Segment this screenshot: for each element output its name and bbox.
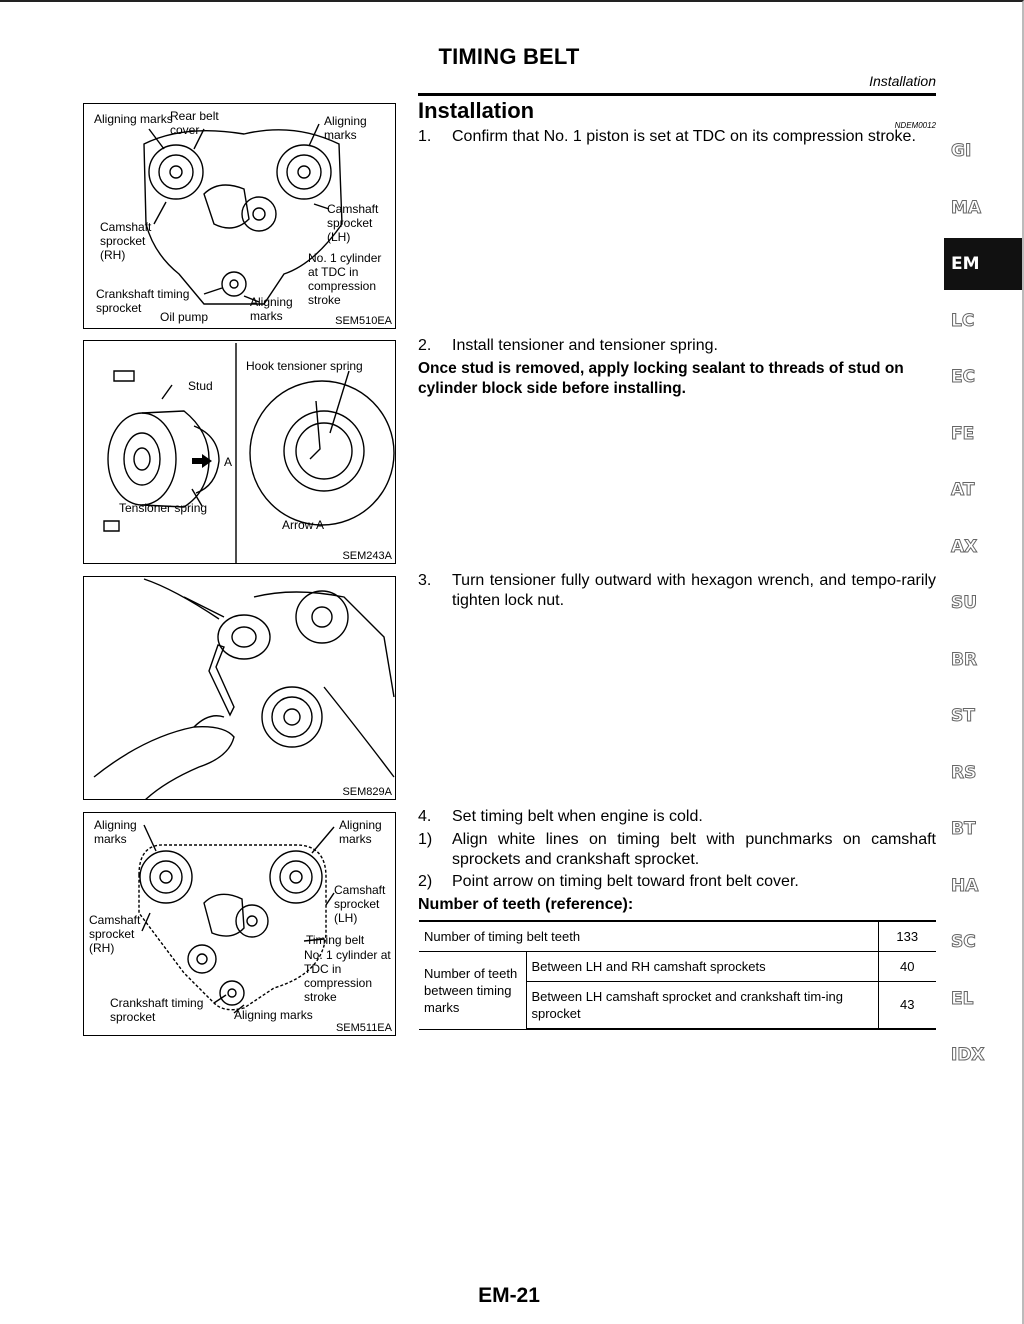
hexagon-wrench-diagram bbox=[84, 577, 396, 800]
table-cell: 40 bbox=[878, 951, 936, 981]
tab-ha[interactable]: HA bbox=[951, 876, 979, 896]
figure-id: SEM511EA bbox=[335, 1022, 392, 1034]
fig4-label-no1-cylinder: No. 1 cylinder at TDC in compression stroke bbox=[304, 948, 391, 1004]
table-cell: Number of teeth between timing marks bbox=[419, 951, 526, 1029]
tab-fe[interactable]: FE bbox=[951, 424, 975, 444]
fig4-label-camshaft-sprocket-lh: Camshaft sprocket (LH) bbox=[334, 883, 386, 925]
step-text: Turn tensioner fully outward with hexagon wrench, and tempo-rarily tighten lock nut. bbox=[452, 572, 936, 609]
fig1-label-aligning-marks-right: Aligning marks bbox=[324, 114, 367, 142]
step-2 bbox=[418, 336, 936, 356]
figure-sem829a bbox=[83, 576, 396, 800]
fig2-label-hook-tensioner-spring: Hook tensioner spring bbox=[246, 359, 363, 373]
tab-bt[interactable]: BT bbox=[951, 819, 976, 839]
step-4 bbox=[418, 807, 936, 827]
figure-sem243a bbox=[83, 340, 396, 564]
figure-id: SEM243A bbox=[342, 550, 392, 562]
tab-el[interactable]: EL bbox=[951, 989, 974, 1009]
step-number: 1. bbox=[418, 128, 432, 145]
tab-sc[interactable]: SC bbox=[951, 932, 976, 952]
step-text: Confirm that No. 1 piston is set at TDC on its compression stroke. bbox=[452, 128, 916, 145]
fig1-label-oil-pump: Oil pump bbox=[160, 310, 209, 324]
installation-heading: Installation bbox=[418, 98, 535, 123]
step-1 bbox=[418, 127, 936, 147]
step-4-1 bbox=[418, 830, 936, 870]
step-text: Set timing belt when engine is cold. bbox=[452, 808, 703, 825]
step-number: 2) bbox=[418, 873, 433, 890]
step-number: 3. bbox=[418, 572, 432, 589]
table-cell: Between LH and RH camshaft sprockets bbox=[526, 951, 878, 981]
tab-ec[interactable]: EC bbox=[951, 367, 976, 387]
fig1-label-camshaft-sprocket-rh: Camshaft sprocket (RH) bbox=[100, 220, 152, 262]
step-text: Align white lines on timing belt with punchmarks on camshaft sprockets and crankshaft sprocket. bbox=[452, 831, 936, 868]
tab-ax[interactable]: AX bbox=[951, 537, 978, 557]
teeth-table-heading: Number of teeth (reference): bbox=[418, 896, 634, 913]
table-cell: 43 bbox=[878, 981, 936, 1029]
table-cell: 133 bbox=[878, 921, 936, 951]
tab-at[interactable]: AT bbox=[951, 480, 975, 500]
fig4-label-crankshaft-timing-sprocket: Crankshaft timing sprocket bbox=[110, 996, 204, 1024]
fig4-label-timing-belt: Timing belt bbox=[306, 933, 365, 947]
fig1-label-aligning-marks-left: Aligning marks bbox=[94, 112, 173, 126]
step-text: Install tensioner and tensioner spring. bbox=[452, 337, 718, 354]
table-cell: Between LH camshaft sprocket and crankshaft tim-ing sprocket bbox=[526, 981, 878, 1029]
tab-idx[interactable]: IDX bbox=[951, 1045, 985, 1065]
tensioner-diagram bbox=[84, 341, 396, 564]
tab-su[interactable]: SU bbox=[951, 593, 978, 613]
step-number: 1) bbox=[418, 831, 433, 848]
fig1-label-camshaft-sprocket-lh: Camshaft sprocket (LH) bbox=[327, 202, 379, 244]
fig4-label-aligning-marks-bottom: Aligning marks bbox=[234, 1008, 313, 1022]
step-text: Point arrow on timing belt toward front belt cover. bbox=[452, 873, 799, 890]
page-number: EM-21 bbox=[478, 1284, 540, 1307]
section-label: Installation bbox=[869, 73, 936, 89]
fig4-label-aligning-marks-right: Aligning marks bbox=[339, 818, 382, 846]
fig1-label-rear-belt-cover: Rear belt cover bbox=[170, 109, 219, 137]
fig2-label-stud: Stud bbox=[188, 379, 213, 393]
tab-gi[interactable]: GI bbox=[951, 141, 972, 161]
header-rule bbox=[418, 93, 936, 96]
fig1-label-aligning-marks-bottom: Aligning marks bbox=[250, 295, 293, 323]
figure-sem511ea bbox=[83, 812, 396, 1036]
tab-rs[interactable]: RS bbox=[951, 763, 977, 783]
fig4-label-aligning-marks-left: Aligning marks bbox=[94, 818, 137, 846]
figure-id: SEM829A bbox=[342, 786, 392, 798]
fig1-label-no1-cylinder: No. 1 cylinder at TDC in compression stroke bbox=[308, 251, 382, 307]
table-row bbox=[419, 951, 936, 981]
teeth-table bbox=[419, 920, 936, 1030]
reference-code: NDEM0012 bbox=[894, 121, 936, 130]
fig2-label-arrow-a: Arrow A bbox=[282, 518, 325, 532]
tab-em[interactable]: EM bbox=[944, 238, 1022, 290]
tab-br[interactable]: BR bbox=[951, 650, 978, 670]
step-number: 2. bbox=[418, 337, 432, 354]
tab-st[interactable]: ST bbox=[951, 706, 975, 726]
fig4-label-camshaft-sprocket-rh: Camshaft sprocket (RH) bbox=[89, 913, 141, 955]
figure-id: SEM510EA bbox=[335, 315, 392, 327]
step-3 bbox=[418, 571, 936, 611]
step-4-2 bbox=[418, 872, 936, 892]
tab-lc[interactable]: LC bbox=[951, 311, 975, 331]
table-row bbox=[419, 921, 936, 951]
table-cell: Number of timing belt teeth bbox=[419, 921, 878, 951]
stud-sealant-warning: Once stud is removed, apply locking sealant to threads of stud on cylinder block side before installing. bbox=[418, 360, 904, 397]
tab-ma[interactable]: MA bbox=[951, 198, 982, 218]
fig2-label-a: A bbox=[224, 455, 233, 469]
figure-sem510ea bbox=[83, 103, 396, 329]
fig1-label-crankshaft-timing-sprocket: Crankshaft timing sprocket bbox=[96, 287, 190, 315]
step-number: 4. bbox=[418, 808, 432, 825]
fig2-label-tensioner-spring: Tensioner spring bbox=[119, 501, 208, 515]
page-title: TIMING BELT bbox=[438, 44, 580, 69]
